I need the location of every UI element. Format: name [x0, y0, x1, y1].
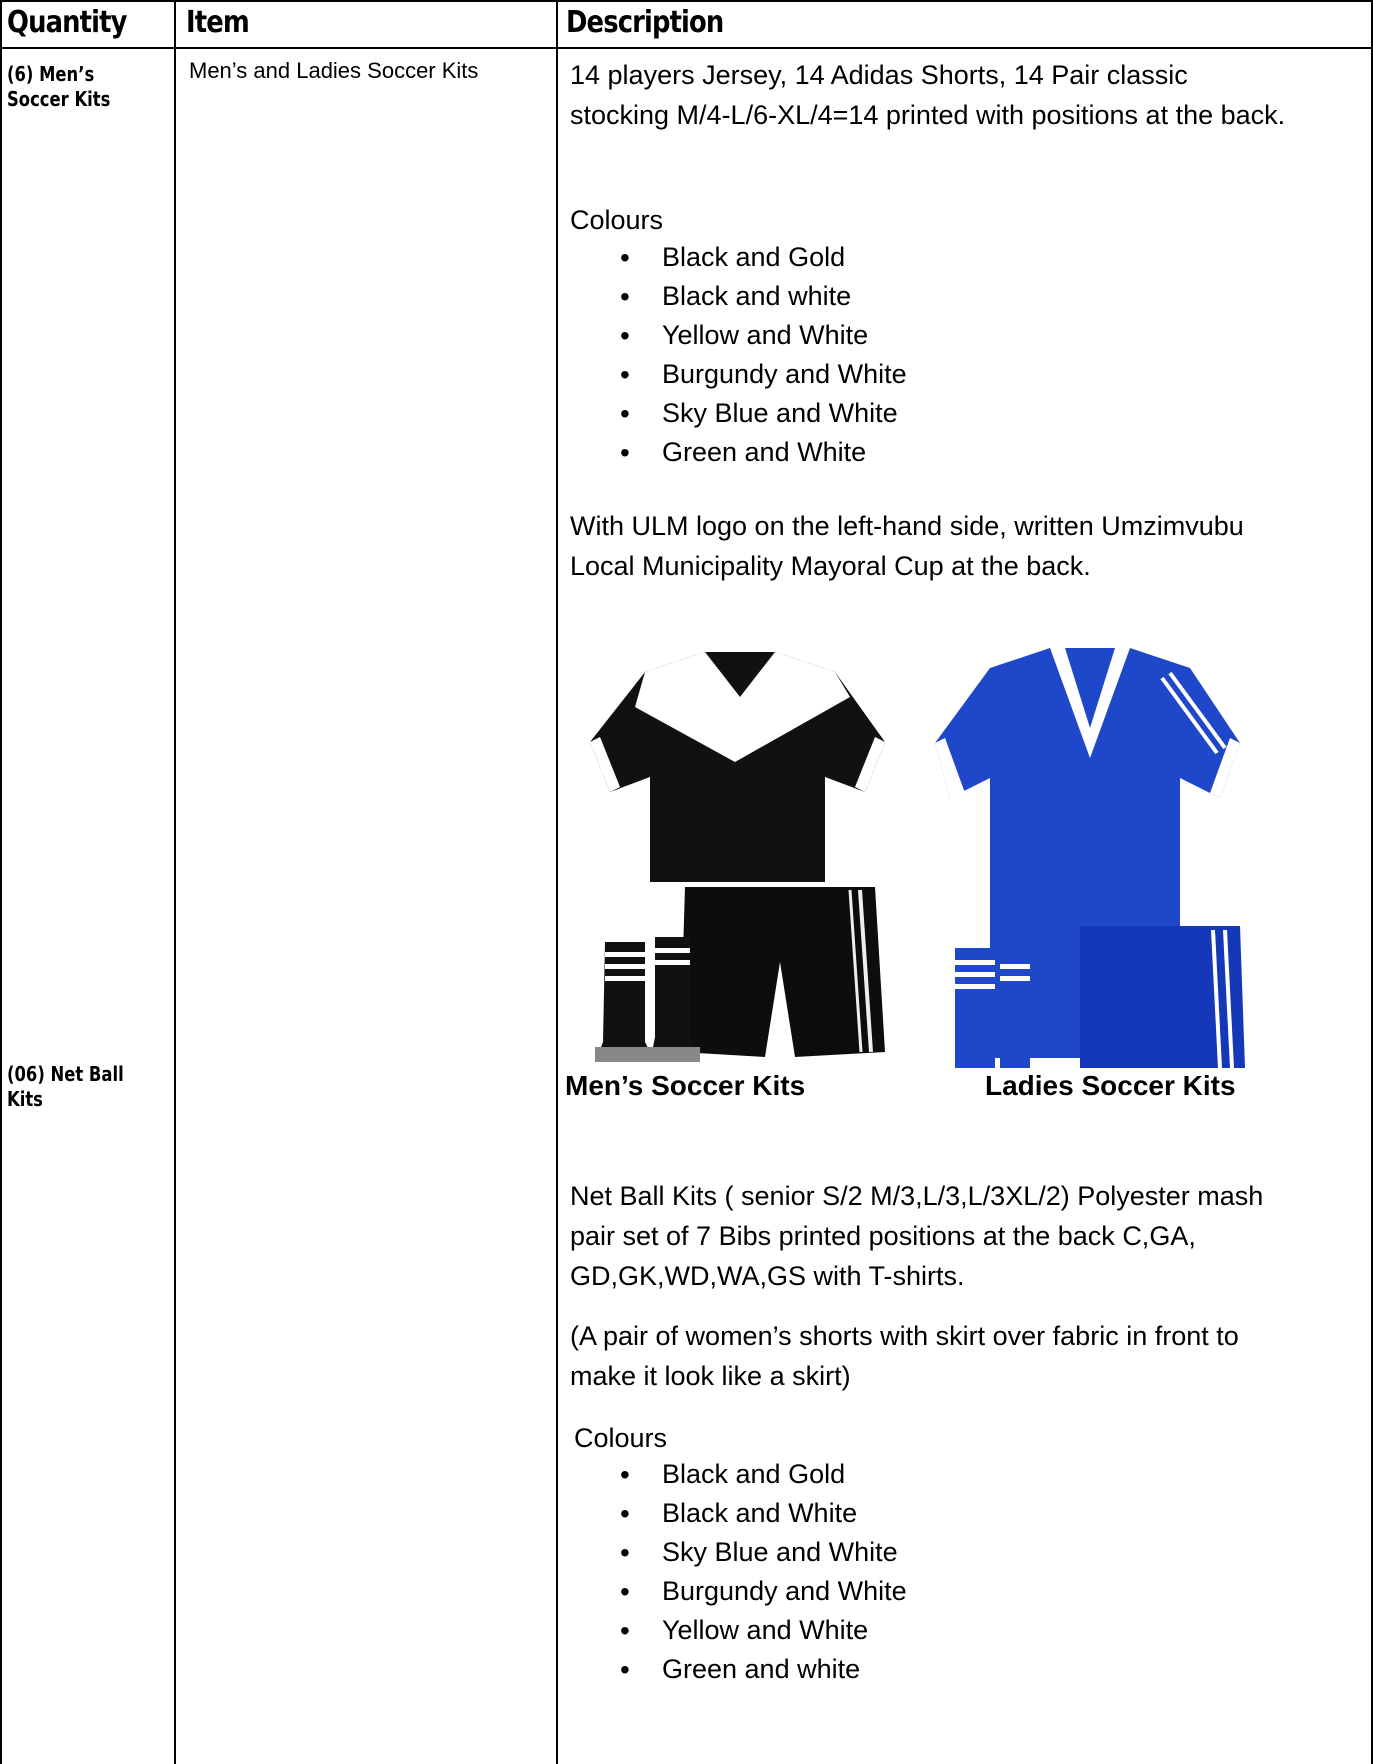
colours-label-netball: Colours — [574, 1423, 668, 1453]
list-item: • Burgundy and White — [620, 1572, 907, 1611]
table-border-top — [0, 0, 1373, 2]
item-soccer: Men’s and Ladies Soccer Kits — [189, 58, 479, 83]
header-description: Description — [566, 5, 724, 40]
desc-soccer: 14 players Jersey, 14 Adidas Shorts, 14 Pair classic stocking M/4-L/6-XL/4=14 printed with positions at the back. — [570, 60, 1286, 130]
list-item: • Black and Gold — [620, 238, 907, 277]
list-item: • Green and white — [620, 1650, 907, 1689]
header-divider — [0, 47, 1373, 49]
list-item: • Yellow and White — [620, 316, 907, 355]
list-item: • Black and White — [620, 1494, 907, 1533]
table-border-left — [0, 0, 2, 1764]
table-divider-item-desc — [556, 0, 558, 1764]
list-item: • Sky Blue and White — [620, 394, 907, 433]
list-item: • Yellow and White — [620, 1611, 907, 1650]
list-item: • Black and white — [620, 277, 907, 316]
table-divider-qty-item — [174, 0, 176, 1764]
ladies-soccer-kit-image — [930, 648, 1250, 1068]
desc-netball: Net Ball Kits ( senior S/2 M/3,L/3,L/3XL/2) Polyester mash pair set of 7 Bibs printed positions at the back C,GA, GD,GK,WD,WA,GS with T-shirts. — [570, 1181, 1264, 1291]
list-item: • Sky Blue and White — [620, 1533, 907, 1572]
header-item: Item — [186, 5, 249, 40]
quantity-netball: (06) Net Ball Kits — [7, 1062, 124, 1111]
logo-note: With ULM logo on the left-hand side, written Umzimvubu Local Municipality Mayoral Cup at the back. — [570, 511, 1244, 581]
colours-label-soccer: Colours — [570, 205, 664, 235]
list-item: • Burgundy and White — [620, 355, 907, 394]
caption-ladies-soccer-kits: Ladies Soccer Kits — [985, 1070, 1236, 1101]
list-item: • Green and White — [620, 433, 907, 472]
list-item: • Black and Gold — [620, 1455, 907, 1494]
mens-soccer-kit-image — [575, 652, 895, 1072]
caption-mens-soccer-kits: Men’s Soccer Kits — [565, 1070, 806, 1101]
colours-list-netball — [620, 1455, 907, 1689]
header-quantity: Quantity — [7, 5, 127, 40]
quantity-soccer: (6) Men’s Soccer Kits — [7, 62, 111, 111]
shorts-note: (A pair of women’s shorts with skirt over fabric in front to make it look like a skirt) — [570, 1321, 1239, 1391]
colours-list-soccer — [620, 238, 907, 472]
